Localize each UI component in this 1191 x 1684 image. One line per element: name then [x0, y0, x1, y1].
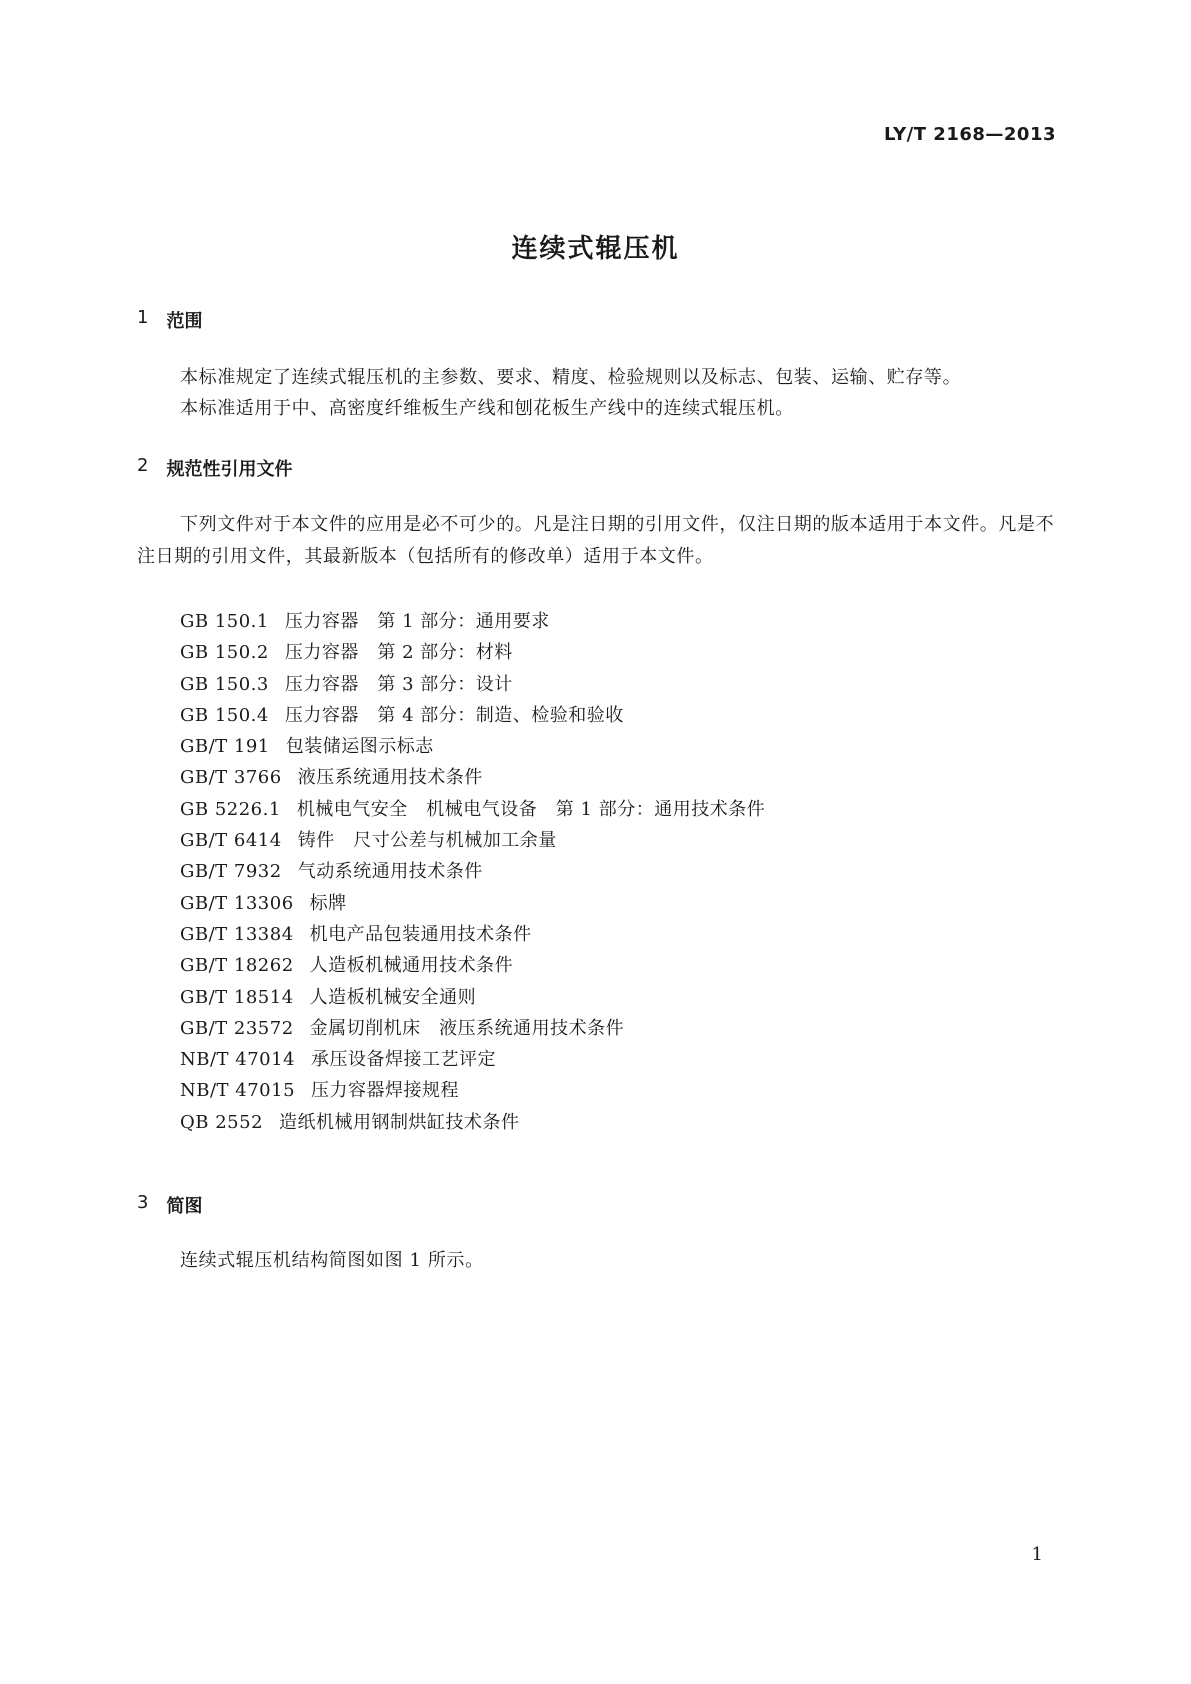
scope-paragraph-2: 本标准适用于中、高密度纤维板生产线和刨花板生产线中的连续式辊压机。 — [180, 398, 794, 419]
scope-paragraph-1: 本标准规定了连续式辊压机的主参数、要求、精度、检验规则以及标志、包装、运输、贮存等。 — [180, 367, 962, 388]
reference-code: GB 150.3 — [180, 673, 269, 695]
reference-item — [180, 700, 765, 731]
reference-title: 金属切削机床 液压系统通用技术条件 — [309, 1017, 625, 1039]
reference-title: 造纸机械用钢制烘缸技术条件 — [279, 1111, 520, 1133]
reference-code: GB/T 18514 — [180, 986, 294, 1008]
reference-item — [180, 637, 765, 668]
reference-item — [180, 919, 765, 950]
section-2-heading — [137, 455, 292, 481]
standard-number: LY/T 2168—2013 — [883, 124, 1056, 145]
page-number: 1 — [1031, 1544, 1043, 1565]
section-number: 1 — [137, 307, 149, 328]
reference-title: 液压系统通用技术条件 — [297, 767, 483, 789]
references-intro: 下列文件对于本文件的应用是必不可少的。凡是注日期的引用文件，仅注日期的版本适用于本文件。凡是不注日期的引用文件，其最新版本（包括所有的修改单）适用于本文件。 — [137, 514, 1055, 567]
reference-code: GB 150.2 — [180, 642, 269, 664]
reference-code: GB/T 23572 — [180, 1017, 294, 1039]
reference-title: 压力容器 第 4 部分：制造、检验和验收 — [284, 704, 624, 726]
section-number: 3 — [137, 1192, 149, 1213]
reference-title: 人造板机械通用技术条件 — [309, 955, 514, 977]
normative-references-list — [180, 606, 765, 1138]
reference-item — [180, 1013, 765, 1044]
reference-item — [180, 825, 765, 856]
reference-item — [180, 669, 765, 700]
reference-item — [180, 1075, 765, 1106]
reference-code: QB 2552 — [180, 1111, 264, 1133]
section-title: 简图 — [166, 1196, 203, 1217]
section-title: 规范性引用文件 — [166, 459, 293, 480]
reference-title: 压力容器 第 3 部分：设计 — [284, 673, 513, 695]
reference-code: NB/T 47014 — [180, 1049, 296, 1071]
reference-item — [180, 731, 765, 762]
reference-code: GB 150.4 — [180, 704, 269, 726]
reference-code: NB/T 47015 — [180, 1080, 296, 1102]
diagram-paragraph: 连续式辊压机结构简图如图 1 所示。 — [180, 1250, 484, 1271]
reference-title: 气动系统通用技术条件 — [297, 861, 483, 883]
section-1-heading — [137, 307, 202, 333]
reference-code: GB 5226.1 — [180, 798, 281, 820]
reference-title: 包装储运图示标志 — [285, 736, 434, 758]
reference-item — [180, 794, 765, 825]
reference-code: GB/T 191 — [180, 736, 270, 758]
reference-title: 人造板机械安全通则 — [309, 986, 477, 1008]
reference-code: GB/T 6414 — [180, 830, 282, 852]
reference-item — [180, 762, 765, 793]
section-title: 范围 — [166, 311, 203, 332]
reference-title: 机电产品包装通用技术条件 — [309, 923, 532, 945]
reference-item — [180, 982, 765, 1013]
reference-title: 承压设备焊接工艺评定 — [311, 1049, 497, 1071]
reference-item — [180, 856, 765, 887]
reference-code: GB/T 3766 — [180, 767, 282, 789]
reference-code: GB 150.1 — [180, 611, 269, 632]
reference-item — [180, 1107, 765, 1138]
reference-title: 机械电气安全 机械电气设备 第 1 部分：通用技术条件 — [296, 798, 766, 820]
reference-title: 压力容器 第 1 部分：通用要求 — [284, 611, 550, 632]
document-title: 连续式辊压机 — [511, 234, 680, 264]
reference-title: 铸件 尺寸公差与机械加工余量 — [297, 830, 557, 852]
reference-item — [180, 1044, 765, 1075]
reference-title: 压力容器焊接规程 — [311, 1080, 460, 1102]
reference-code: GB/T 13384 — [180, 923, 294, 945]
reference-code: GB/T 7932 — [180, 861, 282, 883]
reference-title: 压力容器 第 2 部分：材料 — [284, 642, 513, 664]
reference-item — [180, 606, 765, 637]
section-3-heading — [137, 1192, 202, 1218]
reference-item — [180, 888, 765, 919]
reference-code: GB/T 13306 — [180, 892, 294, 914]
section-number: 2 — [137, 455, 149, 476]
reference-title: 标牌 — [309, 892, 347, 914]
reference-item — [180, 950, 765, 981]
reference-code: GB/T 18262 — [180, 955, 294, 977]
